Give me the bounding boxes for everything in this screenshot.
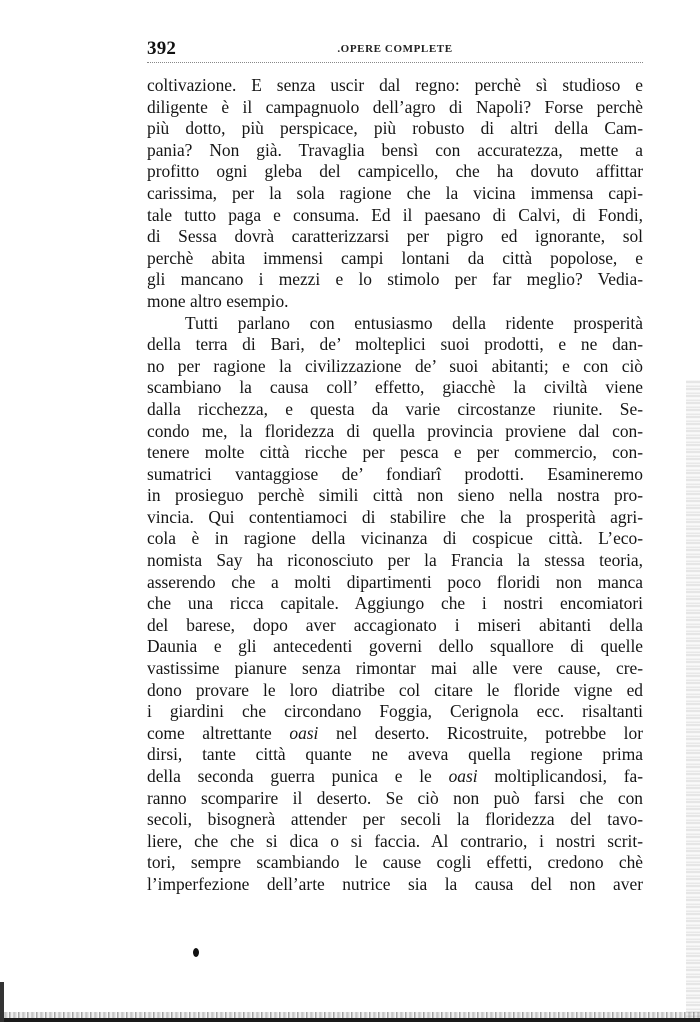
text-segment: della seconda guerra punica e le xyxy=(147,766,449,786)
text-line: dono provare le loro diatribe col citare le floride vigne ed xyxy=(147,679,643,700)
text-line: della terra di Bari, de’ molteplici suoi prodotti, e ne dan- xyxy=(147,334,643,355)
text-line-with-italic xyxy=(147,723,643,745)
text-line: più dotto, più perspicace, più robusto di altri della Cam- xyxy=(147,118,643,139)
text-line: cola è in ragione della vicinanza di cospicue città. L’eco- xyxy=(147,528,643,549)
text-line: gli mancano i mezzi e lo stimolo per far meglio? Vedia- xyxy=(147,269,643,290)
text-line: nomista Say ha riconosciuto per la Francia la stessa teoria, xyxy=(147,550,643,571)
header-dotted-rule xyxy=(147,62,643,63)
text-line: secoli, bisognerà attender per secoli la floridezza del tavo- xyxy=(147,809,643,830)
text-line: l’imperfezione dell’arte nutrice sia la causa del non aver xyxy=(147,873,643,894)
text-line: i giardini che circondano Foggia, Cerignola ecc. risaltanti xyxy=(147,701,643,722)
text-segment: come altrettante xyxy=(147,722,290,743)
text-line-with-italic xyxy=(147,766,643,788)
text-line: di Sessa dovrà caratterizzarsi per pigro ed ignorante, sol xyxy=(147,226,643,247)
text-line: tori, sempre scambiando le cause cogli effetti, credono chè xyxy=(147,852,643,873)
text-line: dalla ricchezza, e questa da varie circostanze riunite. Se- xyxy=(147,398,643,419)
ink-blot-artifact xyxy=(193,948,199,957)
text-line: tale tutto paga e consuma. Ed il paesano di Calvi, di Fondi, xyxy=(147,204,643,225)
text-line: tenere molte città ricche per pesca e per commercio, con- xyxy=(147,442,643,463)
text-line: no per ragione la civilizzazione de’ suoi abitanti; e con ciò xyxy=(147,355,643,376)
text-line: asserendo che a molti dipartimenti poco floridi non manca xyxy=(147,571,643,592)
text-line: ranno scomparire il deserto. Se ciò non può farsi che con xyxy=(147,787,643,808)
text-line: Daunia e gli antecedenti governi dello squallore di quelle xyxy=(147,636,643,657)
text-line: sumatrici vantaggiose de’ fondiarî prodotti. Esamineremo xyxy=(147,463,643,484)
body-text xyxy=(147,75,643,896)
text-line: che una ricca capitale. Aggiungo che i nostri encomiatori xyxy=(147,593,643,614)
text-line: liere, che che si dica o si faccia. Al contrario, i nostri scrit- xyxy=(147,830,643,851)
paragraph-end-line: mone altro esempio. xyxy=(147,290,289,311)
text-line: carissima, per la sola ragione che la vicina immensa capi- xyxy=(147,182,643,203)
text-segment: nel deserto. Ricostruite, potrebbe lor xyxy=(318,722,643,743)
italic-term: oasi xyxy=(289,722,319,743)
text-line: vastissime pianure senza rimontar mai alle vere cause, cre- xyxy=(147,658,643,679)
scan-edge-bottom xyxy=(0,1018,700,1022)
text-line: condo me, la floridezza di quella provincia proviene dal con- xyxy=(147,420,643,441)
text-line: perchè abita immensi campi lontani da città popolose, e xyxy=(147,247,643,268)
text-line: coltivazione. E senza uscir dal regno: perchè sì studioso e xyxy=(147,75,643,95)
scan-edge-right-shadow xyxy=(686,380,700,1020)
scan-edge-left xyxy=(0,982,4,1022)
text-line: vincia. Qui contentiamoci di stabilire che la prosperità agri- xyxy=(147,506,643,527)
text-line: scambiano la causa coll’ effetto, giacchè la civiltà viene xyxy=(147,377,643,398)
text-segment: moltiplicandosi, fa- xyxy=(477,766,644,786)
running-title: .OPERE COMPLETE xyxy=(337,43,453,55)
text-line: profitto ogni gleba del campicello, che ha dovuto affittar xyxy=(147,161,643,182)
text-line: del barese, dopo aver accagionato i miseri abitanti della xyxy=(147,614,643,635)
text-line: in prosieguo perchè simili città non sieno nella nostra pro- xyxy=(147,485,643,506)
italic-term: oasi xyxy=(448,766,478,786)
page-number: 392 xyxy=(147,38,177,59)
text-line: diligente è il campagnuolo dell’agro di Napoli? Forse perchè xyxy=(147,96,643,117)
text-line: pania? Non già. Travaglia bensì con accuratezza, mette a xyxy=(147,139,643,160)
text-line: dirsi, tante città quante ne aveva quella regione prima xyxy=(147,744,643,765)
paragraph-start-line: Tutti parlano con entusiasmo della ridente prosperità xyxy=(185,312,643,333)
running-head xyxy=(147,38,643,58)
